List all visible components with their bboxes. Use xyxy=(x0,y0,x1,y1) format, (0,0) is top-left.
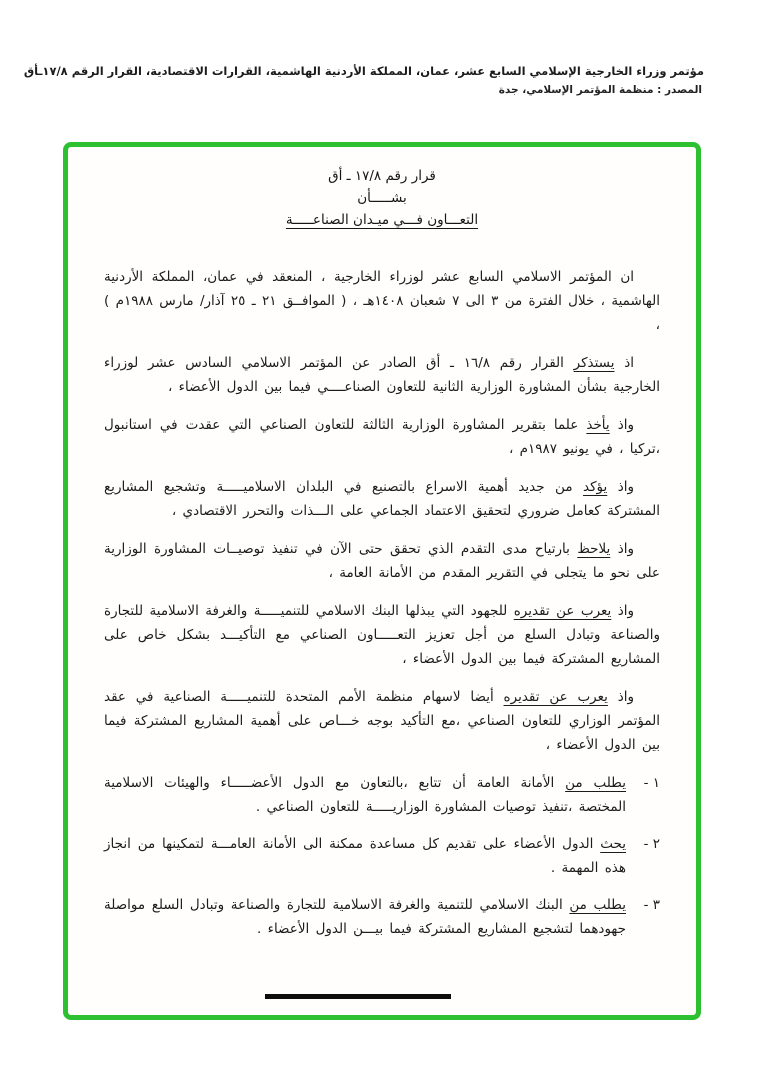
document-frame xyxy=(63,142,701,1020)
operative-item-3 xyxy=(104,893,660,941)
preamble-paragraph-1: ان المؤتمر الاسلامي السابع عشر لوزراء الخارجية ، المنعقد في عمان، المملكة الأردنية الهاشمية ، خلال الفترة من ٣ الى ٧ شعبان ١٤٠٨هـ ، ( الموافــق ٢١ ـ ٢٥ آذار/ مارس ١٩٨٨م ) ، xyxy=(104,269,660,333)
preamble-paragraph-5: واذ يلاحظ بارتياح مدى التقدم الذي تحقق حتى الآن في تنفيذ توصيــات المشاورة الوزارية على نحو ما يتجلى في التقرير المقدم من الأمانة العامة ، xyxy=(104,541,660,581)
preamble-paragraph-6: واذ يعرب عن تقديره للجهود التي يبذلها البنك الاسلامي للتنميـــــة والغرفة الاسلامية للتجارة والصناعة وتبادل السلع من أجل تعزيز التعـــــاون الصناعي مع التأكيـــد بشكل خاص على المشاريع المشتركة فيما بين الدول الأعضاء ، xyxy=(104,603,660,667)
preamble-paragraph-2: اذ يستذكر القرار رقم ١٦/٨ ـ أق الصادر عن المؤتمر الاسلامي السادس عشر لوزراء الخارجية بشأن المشاورة الوزارية الثانية للتعاون الصناعــــي فيما بين الدول الأعضاء ، xyxy=(104,355,660,395)
operative-items xyxy=(104,771,660,941)
title-subject: التعـــاون فـــي ميـدان الصناعـــــة xyxy=(285,212,479,228)
footer-separator-bar xyxy=(265,994,451,999)
operative-item-2 xyxy=(104,832,660,880)
preamble-paragraph-3: واذ يأخذ علما بتقرير المشاورة الوزارية الثالثة للتعاون الصناعي التي عقدت في استانبول ،تركيا ، في يونيو ١٩٨٧م ، xyxy=(104,417,660,457)
header-title-line: مؤتمر وزراء الخارجية الإسلامي السابع عشر، عمان، المملكة الأردنية الهاشمية، القرارات الاقتصادية، القرار الرقم ١٧/٨ـأق xyxy=(23,64,704,78)
operative-item-1 xyxy=(104,771,660,819)
item-number: ٣ - xyxy=(643,897,660,913)
page-header xyxy=(23,64,704,96)
title-regarding: بشـــــأن xyxy=(357,190,407,206)
item-text: يحث الدول الأعضاء على تقديم كل مساعدة ممكنة الى الأمانة العامـــة لتمكينها من انجاز هذه المهمة . xyxy=(104,836,626,876)
document-title xyxy=(104,165,660,231)
preamble-paragraph-7: واذ يعرب عن تقديره أيضا لاسهام منظمة الأمم المتحدة للتنميـــــة الصناعية في عقد المؤتمر الوزاري للتعاون الصناعي ،مع التأكيد بوجه خـــاص على أهمية المشاريع المشتركة فيما بين الدول الأعضاء ، xyxy=(104,689,660,753)
item-text: يطلب من الأمانة العامة أن تتابع ،بالتعاون مع الدول الأعضـــــاء والهيئات الاسلامية المختصة ،تنفيذ توصيات المشاورة الوزاريـــــة للتعاون الصناعي . xyxy=(104,775,626,815)
item-text: يطلب من البنك الاسلامي للتنمية والغرفة الاسلامية للتجارة والصناعة وتبادل السلع مواصلة جهودهما لتشجيع المشاريع المشتركة فيما بيـــن الدول الأعضاء . xyxy=(104,897,627,937)
title-resolution-number: قرار رقم ١٧/٨ ـ أق xyxy=(328,168,436,184)
item-number: ١ - xyxy=(643,775,660,791)
item-number: ٢ - xyxy=(643,836,660,852)
preamble-paragraph-4: واذ يؤكد من جديد أهمية الاسراع بالتصنيع في البلدان الاسلاميـــــة وتشجيع المشاريع المشتركة كعامل ضروري لتحقيق الاعتماد الجماعي على الـــذات والتحرر الاقتصادي ، xyxy=(104,479,660,519)
header-source-line: المصدر : منظمة المؤتمر الإسلامي، جدة xyxy=(498,84,702,96)
